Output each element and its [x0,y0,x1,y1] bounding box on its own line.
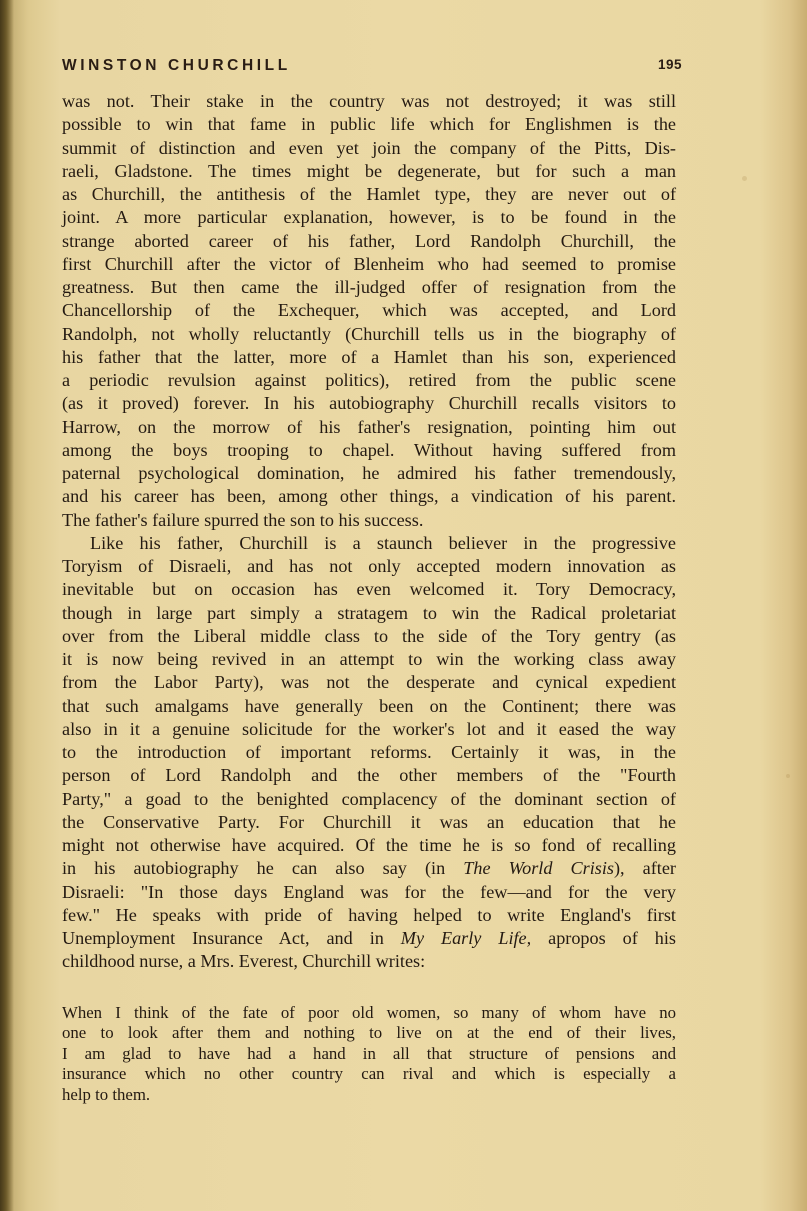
text-line [62,857,676,880]
text-line: might not otherwise have acquired. Of the time he is so fond of recalling [62,835,676,855]
page-number: 195 [657,57,682,72]
text-line: strange aborted career of his father, Lord Randolph Churchill, the [62,230,676,251]
text-segment: ), after [613,858,676,879]
text-line: greatness. But then came the ill-judged offer of resignation from the [62,277,676,297]
text-line: Randolph, not wholly reluctantly (Churchill tells us in the biography of [62,323,676,344]
text-line: Toryism of Disraeli, and has not only accepted modern innovation as [62,556,676,576]
text-segment: Unemployment Insurance Act, and in [62,928,401,948]
running-head [62,57,682,79]
text-line: (as it proved) forever. In his autobiography Churchill recalls visitors to [62,393,676,414]
text-line: that such amalgams have generally been on the Continent; there was [62,695,676,716]
text-line: childhood nurse, a Mrs. Everest, Churchill writes: [62,951,426,972]
text-line: Disraeli: "In those days England was for the few—and for the very [62,881,676,902]
book-title: The World Crisis [463,858,614,879]
text-line: it is now being revived in an attempt to win the working class away [62,649,676,669]
text-line: from the Labor Party), was not the desperate and cynical expedient [62,672,676,693]
block-quote [62,1003,676,1105]
text-line: also in it a genuine solicitude for the worker's lot and it eased the way [62,718,676,739]
paper-spot [786,774,790,778]
text-line: Harrow, on the morrow of his father's resignation, pointing him out [62,416,676,437]
text-line: paternal psychological domination, he admired his father tremendously, [62,463,676,483]
text-line: raeli, Gladstone. The times might be degenerate, but for such a man [62,160,676,181]
text-line: over from the Liberal middle class to the side of the Tory gentry (as [62,625,676,646]
text-line: person of Lord Randolph and the other members of the "Fourth [62,765,676,786]
text-line: to the introduction of important reforms. Certainly it was, in the [62,742,676,762]
text-line: possible to win that fame in public life which for Englishmen is the [62,114,676,135]
quote-line: one to look after them and nothing to live on at the end of their lives, [62,1023,676,1043]
text-line: Party," a goad to the benighted complacency of the dominant section of [62,788,676,809]
quote-line: When I think of the fate of poor old women, so many of whom have no [62,1003,676,1022]
binding-shadow [0,0,14,1211]
text-line: among the boys trooping to chapel. Without having suffered from [62,439,676,460]
running-title: WINSTON CHURCHILL [62,57,291,74]
paper-spot [742,176,747,181]
quote-line: insurance which no other country can rival and which is especially a [62,1064,676,1084]
quote-line: I am glad to have had a hand in all that structure of pensions and [62,1043,676,1063]
text-line: summit of distinction and even yet join the company of the Pitts, Dis- [62,137,676,158]
text-line: as Churchill, the antithesis of the Hamlet type, they are never out of [62,184,676,204]
book-title: My Early Life, [400,928,532,948]
text-line: joint. A more particular explanation, however, is to be found in the [62,207,676,228]
text-line: his father that the latter, more of a Hamlet than his son, experienced [62,346,676,367]
text-line: and his career has been, among other things, a vindication of his parent. [62,486,676,507]
text-line: first Churchill after the victor of Blenheim who had seemed to promise [62,253,676,274]
text-line: a periodic revulsion against politics), retired from the public scene [62,370,676,390]
text-line: though in large part simply a stratagem to win the Radical proletariat [62,602,676,623]
text-line [62,927,676,950]
paragraph-start-line: Like his father, Churchill is a staunch believer in the progressive [90,532,676,553]
text-line: The father's failure spurred the son to his success. [62,509,424,530]
text-line: Chancellorship of the Exchequer, which was accepted, and Lord [62,300,676,321]
text-line: few." He speaks with pride of having helped to write England's first [62,904,676,925]
text-segment: apropos of his [531,928,676,948]
text-line: inevitable but on occasion has even welcomed it. Tory Democracy, [62,579,676,600]
text-line: was not. Their stake in the country was not destroyed; it was still [62,91,676,111]
quote-line: help to them. [62,1084,151,1104]
text-segment: in his autobiography he can also say (in [62,858,464,879]
body-text [62,90,676,974]
text-line: the Conservative Party. For Churchill it was an education that he [62,811,676,832]
